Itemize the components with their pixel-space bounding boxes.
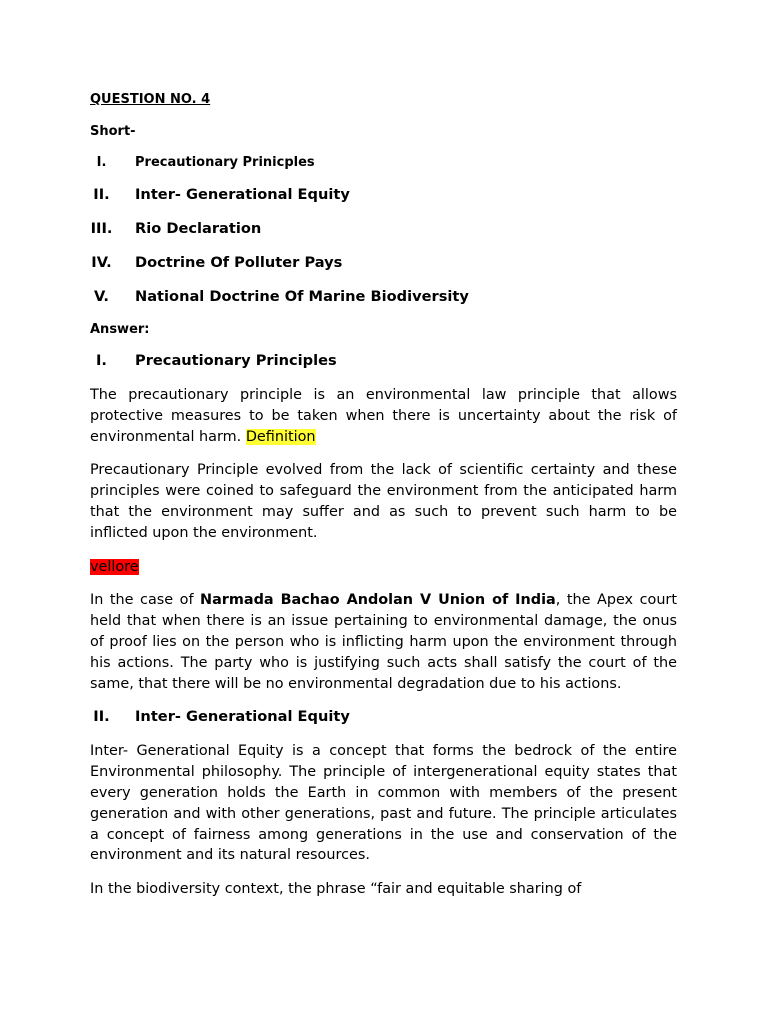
short-item-2 xyxy=(90,185,677,205)
highlight-vellore: vellore xyxy=(90,558,139,575)
answer-section-2-heading xyxy=(90,707,677,727)
paragraph-tag xyxy=(90,557,677,578)
paragraph-text: , the Apex court held that when there is an issue pertaining to environmental damage, the onus of proof lies on the person who is inflicting harm upon the environment through his actions. The party who is justifying such acts shall satisfy the court of the same, that there will be no environmental degradation due to his actions. xyxy=(90,592,677,692)
short-item-number: I. xyxy=(96,155,107,170)
section-number: I. xyxy=(96,352,107,369)
paragraph-text: The precautionary principle is an environmental law principle that allows protective measures to be taken when there is uncertainty about the risk of environmental harm. xyxy=(90,387,677,445)
short-item-text: Inter- Generational Equity xyxy=(135,186,350,203)
short-item-text: Doctrine Of Polluter Pays xyxy=(135,254,343,271)
short-item-number: IV. xyxy=(91,254,112,271)
paragraph-biodiversity: In the biodiversity context, the phrase “fair and equitable sharing of xyxy=(90,881,582,898)
short-item-5 xyxy=(90,287,677,307)
short-item-4 xyxy=(90,253,677,273)
highlight-definition: Definition xyxy=(245,428,316,445)
short-item-text: Precautionary Prinicples xyxy=(135,155,315,170)
answer-label: Answer: xyxy=(90,322,150,337)
short-item-number: II. xyxy=(93,186,110,203)
short-item-text: National Doctrine Of Marine Biodiversity xyxy=(135,288,469,305)
short-item-3 xyxy=(90,219,677,239)
answer-section-1-heading xyxy=(90,351,677,371)
paragraph-case xyxy=(90,590,677,694)
section-heading-text: Inter- Generational Equity xyxy=(135,708,350,726)
short-item-number: III. xyxy=(90,220,113,237)
short-item-1 xyxy=(90,153,677,173)
section-number: II. xyxy=(93,708,110,726)
case-name: Narmada Bachao Andolan V Union of India xyxy=(200,592,556,609)
paragraph-evolution: Precautionary Principle evolved from the lack of scientific certainty and these principles were coined to safeguard the environment from the anticipated harm that the environment may suffer and as such to prevent such harm to be inflicted upon the environment. xyxy=(90,462,677,541)
paragraph-definition xyxy=(90,385,677,447)
question-title: QUESTION NO. 4 xyxy=(90,92,211,107)
short-label: Short- xyxy=(90,124,136,139)
paragraph-intergenerational: Inter- Generational Equity is a concept that forms the bedrock of the entire Environmental philosophy. The principle of intergenerational equity states that every generation holds the Earth in common with members of the present generation and with other generations, past and future. The principle articulates a concept of fairness among generations in the use and conservation of the environment and its natural resources. xyxy=(90,743,677,864)
short-item-number: V. xyxy=(94,288,109,305)
paragraph-text: In the case of xyxy=(90,592,194,609)
section-heading-text: Precautionary Principles xyxy=(135,352,337,369)
document-body xyxy=(90,91,677,913)
short-item-text: Rio Declaration xyxy=(135,220,262,237)
